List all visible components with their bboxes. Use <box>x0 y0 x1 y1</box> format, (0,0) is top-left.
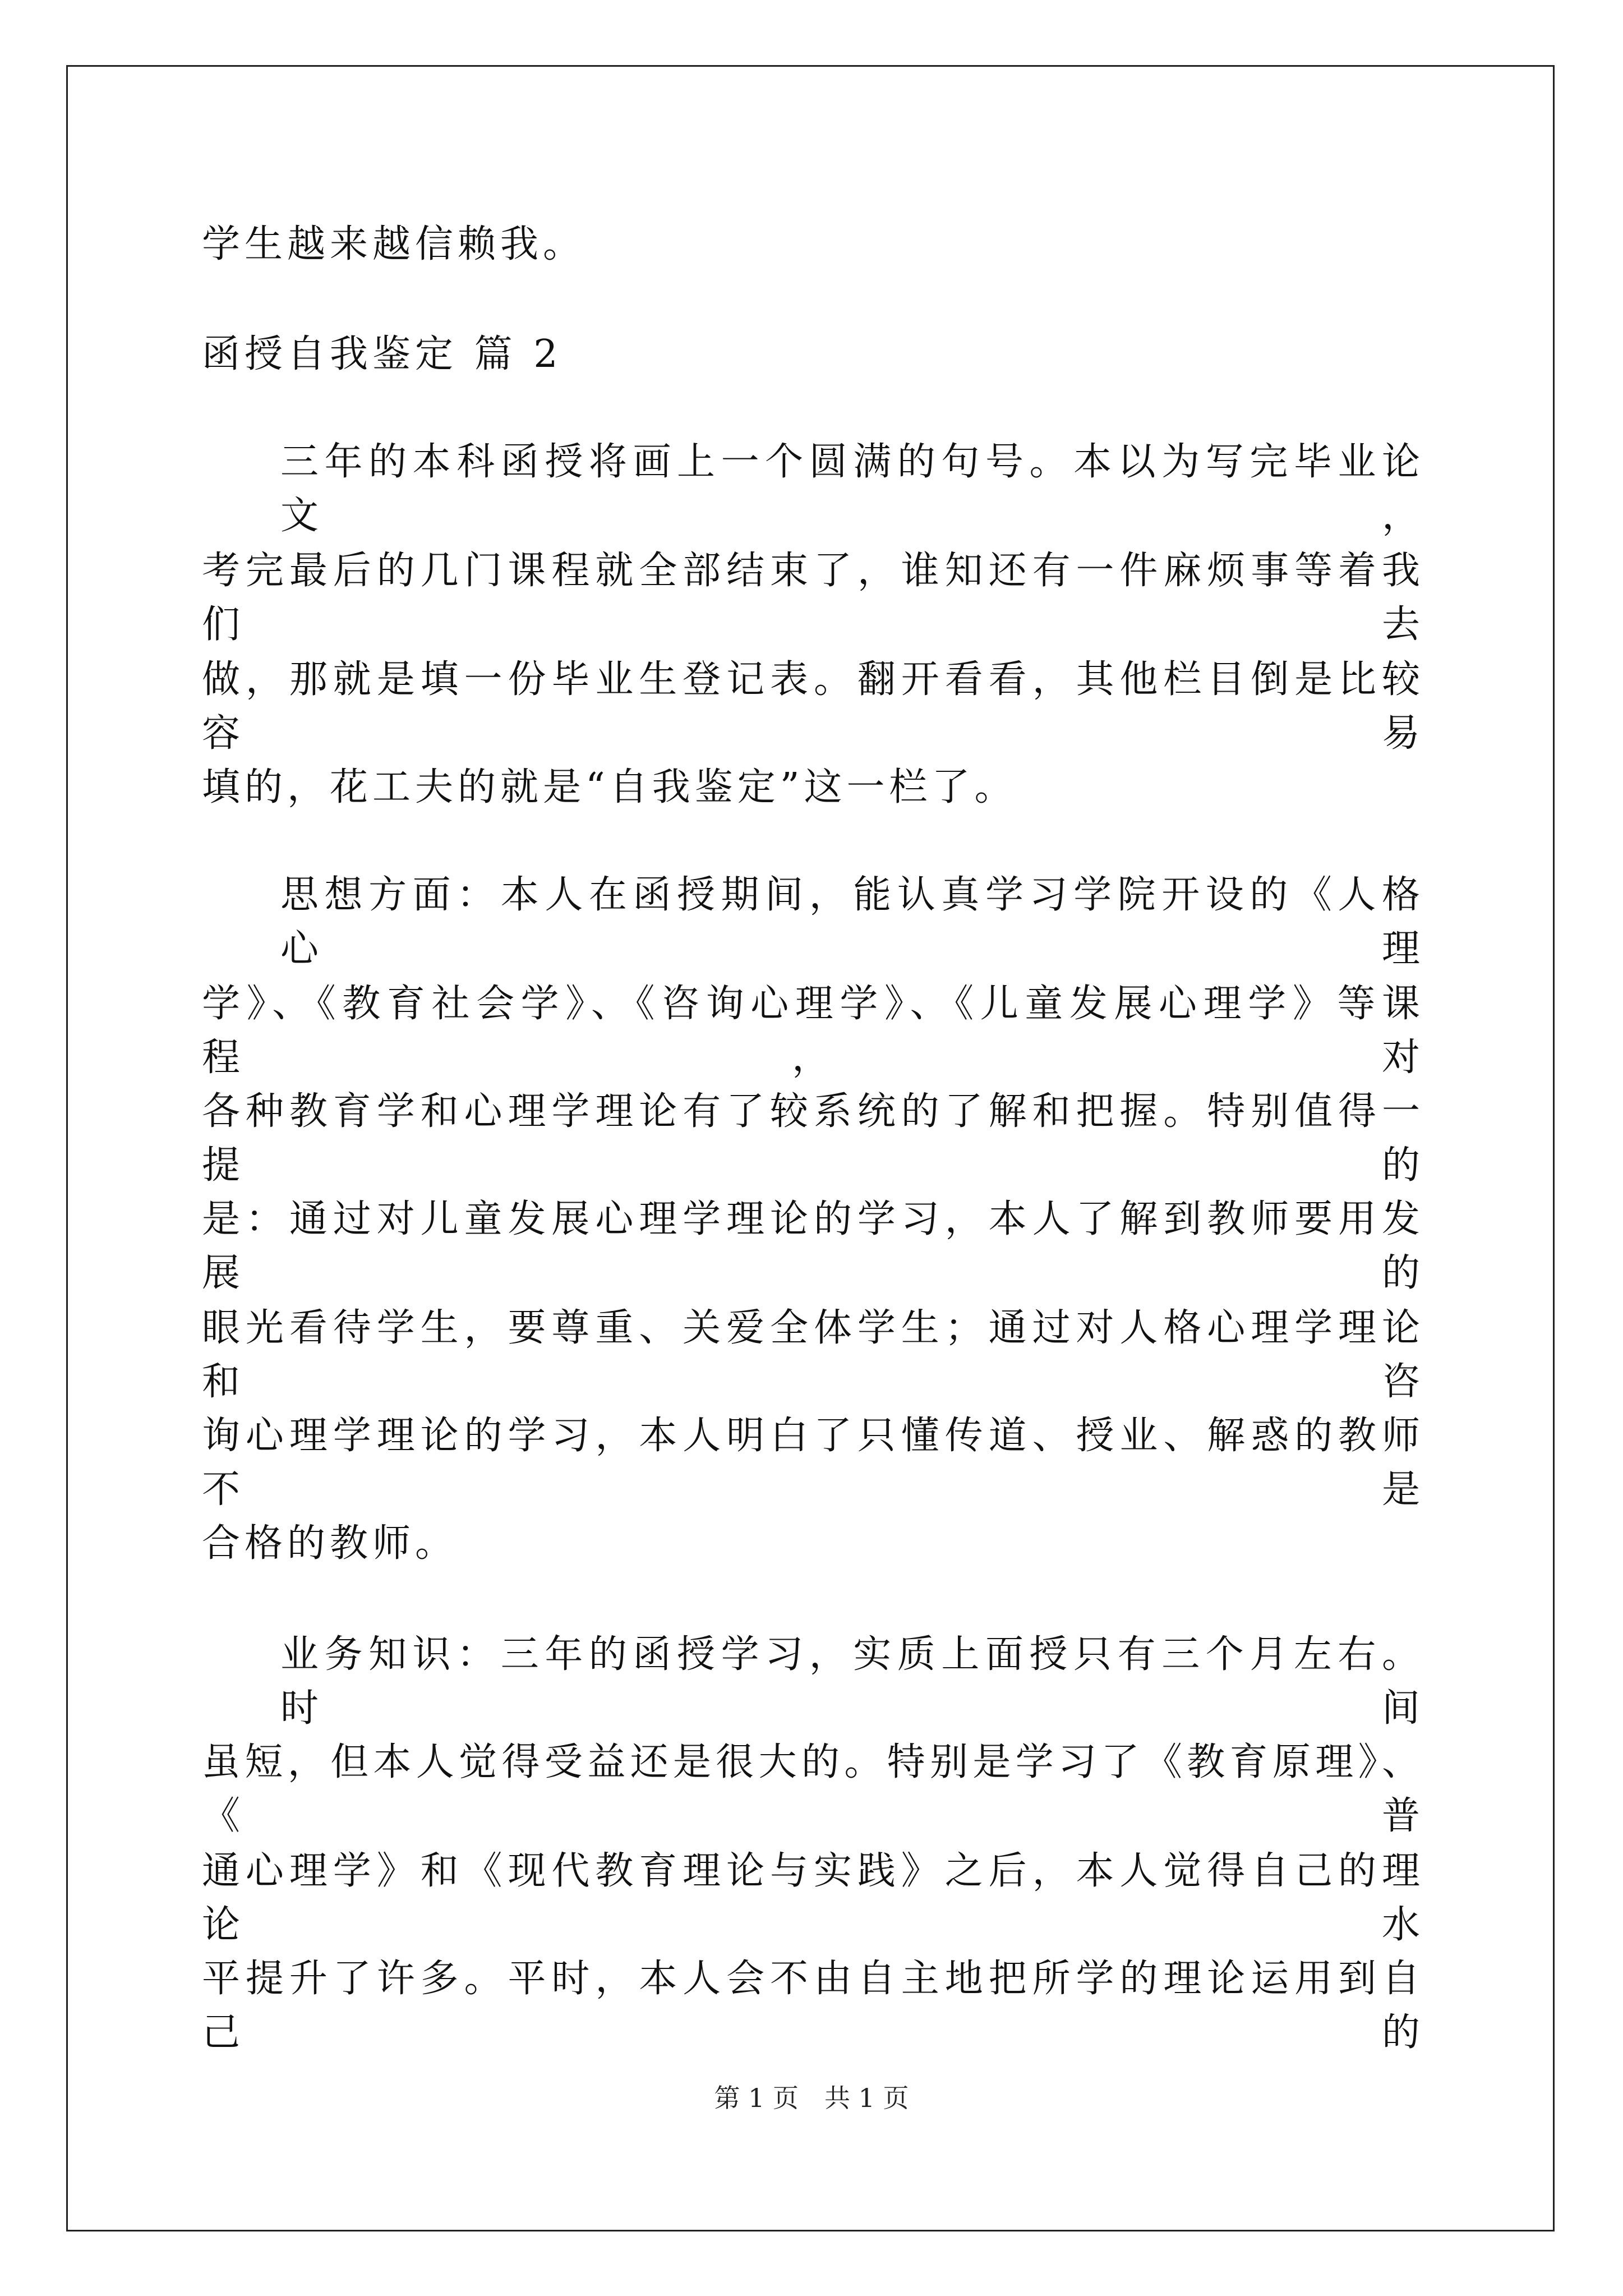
page-footer: 第 1 页 共 1 页 <box>714 2083 909 2113</box>
paragraph-line: 平提升了许多。平时，本人会不由自主地把所学的理论运用到自己的 <box>202 1957 1424 2055</box>
paragraph-line: 询心理学理论的学习，本人明白了只懂传道、授业、解惑的教师不是 <box>202 1414 1424 1512</box>
paragraph-line: 学生越来越信赖我。 <box>202 222 586 266</box>
paragraph-line: 三年的本科函授将画上一个圆满的句号。本以为写完毕业论文， <box>280 440 1424 538</box>
paragraph-line: 是：通过对儿童发展心理学理论的学习，本人了解到教师要用发展的 <box>202 1197 1424 1295</box>
paragraph-line: 填的，花工夫的就是“自我鉴定”这一栏了。 <box>202 765 1017 809</box>
paragraph-line: 通心理学》和《现代教育理论与实践》之后，本人觉得自己的理论水 <box>202 1849 1424 1947</box>
paragraph-line: 考完最后的几门课程就全部结束了，谁知还有一件麻烦事等着我们去 <box>202 549 1424 647</box>
paragraph-line: 合格的教师。 <box>202 1521 458 1566</box>
paragraph-line: 眼光看待学生，要尊重、关爱全体学生；通过对人格心理学理论和咨 <box>202 1306 1424 1404</box>
paragraph-line: 思想方面：本人在函授期间，能认真学习学院开设的《人格心理 <box>280 873 1424 971</box>
paragraph-line: 做，那就是填一份毕业生登记表。翻开看看，其他栏目倒是比较容易 <box>202 657 1424 756</box>
paragraph-line: 虽短，但本人觉得受益还是很大的。特别是学习了《教育原理》、《普 <box>202 1740 1424 1838</box>
paragraph-line: 各种教育学和心理学理论有了较系统的了解和把握。特别值得一提的 <box>202 1089 1424 1188</box>
paragraph-line: 业务知识：三年的函授学习，实质上面授只有三个月左右。时间 <box>280 1632 1424 1731</box>
section-heading: 函授自我鉴定 篇 2 <box>202 332 562 376</box>
paragraph-line: 学》、《教育社会学》、《咨询心理学》、《儿童发展心理学》等课程，对 <box>202 982 1424 1080</box>
